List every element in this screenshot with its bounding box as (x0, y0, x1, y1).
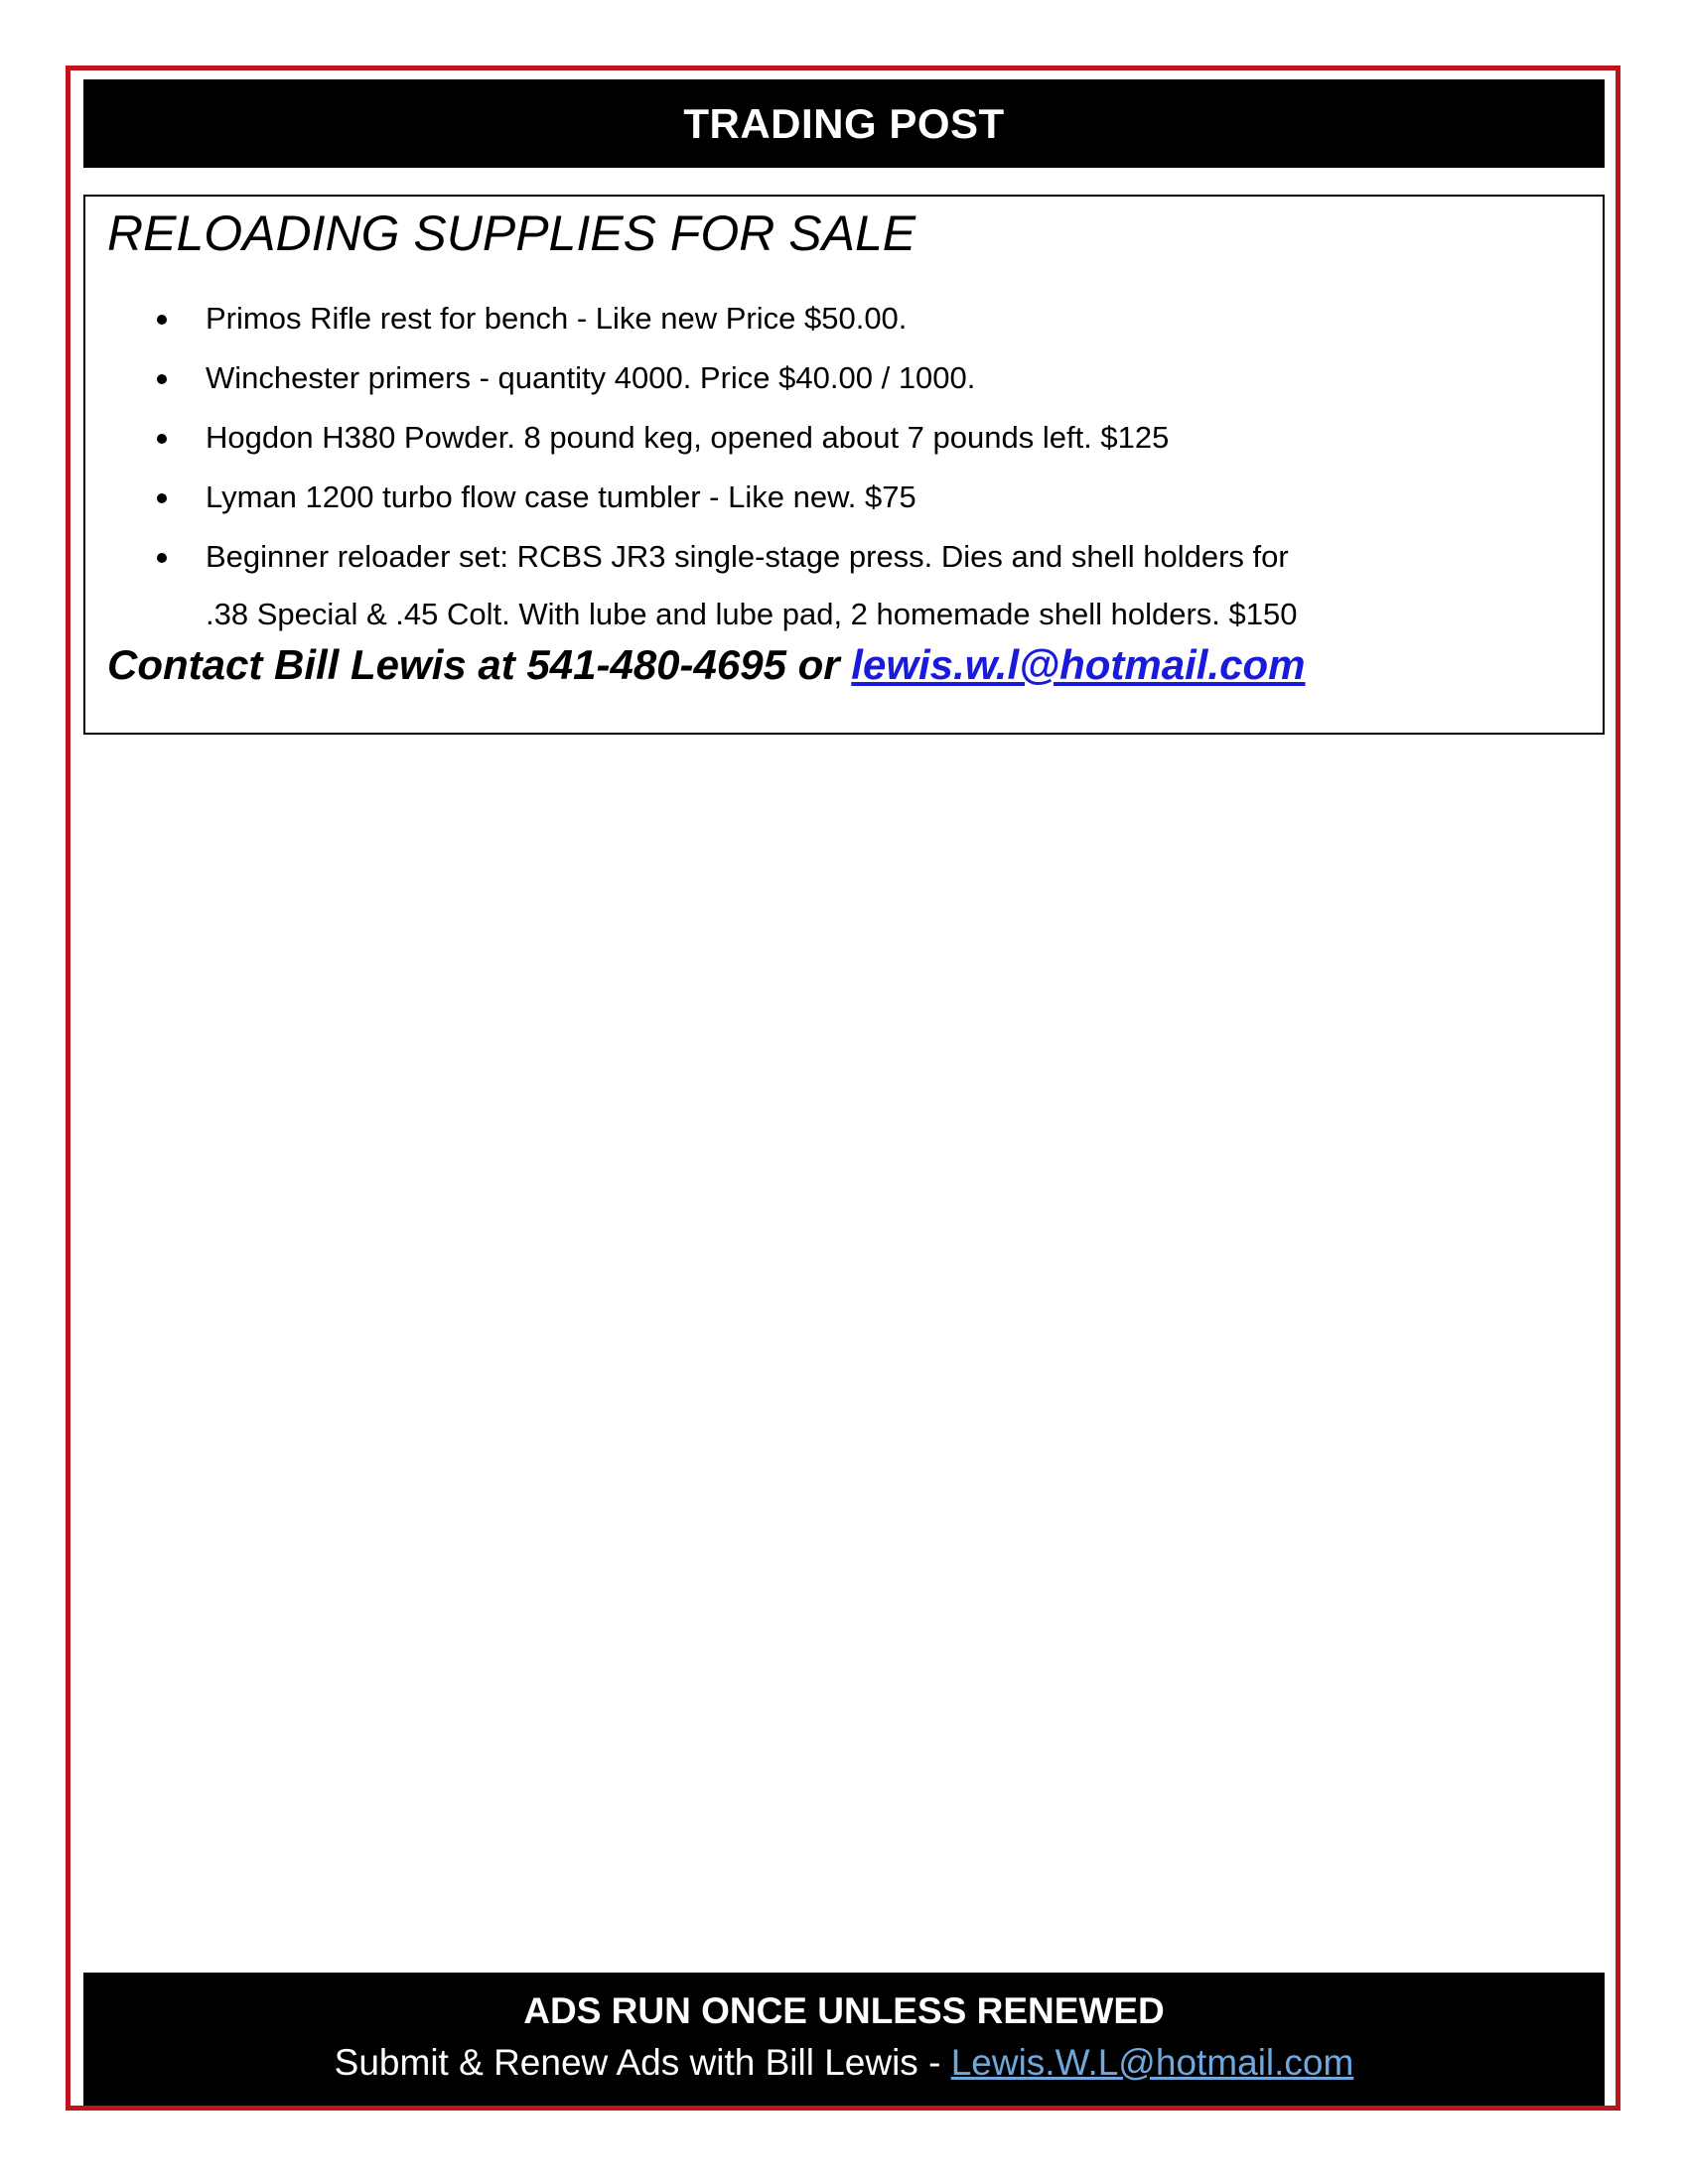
bullet-icon (157, 374, 167, 384)
bullet-icon (157, 493, 167, 503)
list-item-text: Primos Rifle rest for bench - Like new Price $50.00. (206, 301, 908, 336)
ad-item-list (85, 290, 1603, 645)
footer-bar (83, 1973, 1605, 2106)
contact-text: Contact Bill Lewis at 541-480-4695 or (107, 641, 852, 688)
list-item-text-continued: .38 Special & .45 Colt. With lube and lube pad, 2 homemade shell holders. $150 (206, 597, 1298, 631)
list-item (85, 349, 1603, 407)
ad-title: RELOADING SUPPLIES FOR SALE (107, 205, 916, 261)
bullet-icon (157, 434, 167, 444)
footer-email-link[interactable]: Lewis.W.L@hotmail.com (950, 2042, 1354, 2083)
contact-line (107, 641, 1305, 689)
page-title: TRADING POST (683, 99, 1005, 147)
list-item-text: Beginner reloader set: RCBS JR3 single-stage press. Dies and shell holders for (206, 539, 1289, 574)
list-item (85, 528, 1603, 643)
footer-submit-line (83, 2036, 1605, 2090)
list-item (85, 409, 1603, 467)
list-item-text: Lyman 1200 turbo flow case tumbler - Like new. $75 (206, 479, 916, 514)
contact-email-link[interactable]: lewis.w.l@hotmail.com (851, 641, 1306, 688)
footer-title: ADS RUN ONCE UNLESS RENEWED (523, 1990, 1165, 2031)
list-item (85, 290, 1603, 347)
list-item (85, 469, 1603, 526)
footer-submit-text: Submit & Renew Ads with Bill Lewis - (334, 2042, 951, 2083)
list-item-text: Winchester primers - quantity 4000. Price $40.00 / 1000. (206, 360, 976, 395)
header-bar (83, 79, 1605, 168)
bullet-icon (157, 553, 167, 563)
list-item-text: Hogdon H380 Powder. 8 pound keg, opened about 7 pounds left. $125 (206, 420, 1170, 455)
bullet-icon (157, 315, 167, 325)
ad-box (83, 195, 1605, 735)
